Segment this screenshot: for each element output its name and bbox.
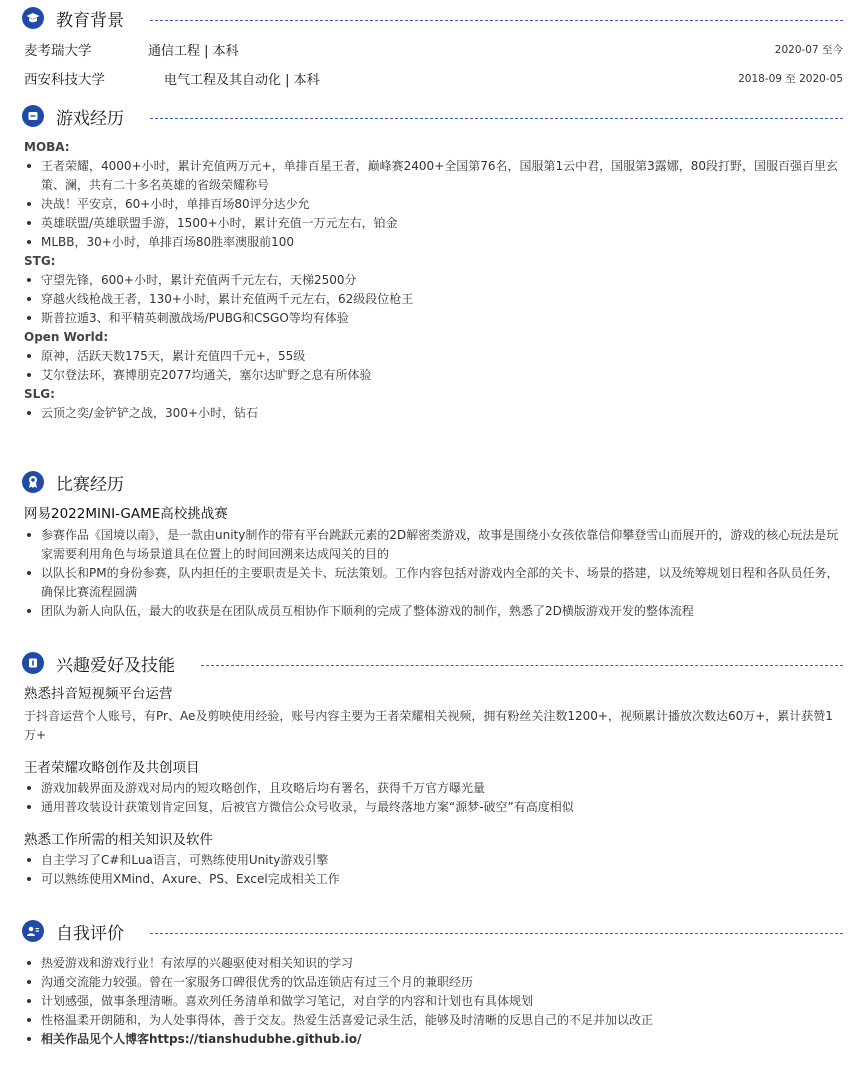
section-title: 自我评价: [56, 923, 124, 944]
list-item: 王者荣耀，4000+小时，累计充值两万元+，单排百星王者，巅峰赛2400+全国第76名，国服第1云中君，国服第3露娜，80段打野，国服百强百里玄策、澜，共有二十多名英雄的省级荣耀称号: [24, 157, 843, 195]
list-item: 斯普拉遁3、和平精英刺激战场/PUBG和CSGO等均有体验: [24, 309, 843, 328]
edu-date: 2018-09 至 2020-05: [738, 73, 843, 85]
list-item: 沟通交流能力较强。曾在一家服务口碑很优秀的饮品连锁店有过三个月的兼职经历: [24, 973, 843, 992]
slg-list: [24, 404, 843, 423]
hobby-list: [24, 851, 843, 889]
list-item: 游戏加载界面及游戏对局内的短攻略创作，且攻略后均有署名，获得千万官方曝光量: [24, 779, 843, 798]
list-item: 守望先锋，600+小时，累计充值两千元左右，天梯2500分: [24, 271, 843, 290]
category-label: MOBA:: [24, 140, 70, 154]
section-hobbies-header: [22, 651, 843, 675]
list-item: 性格温柔开朗随和，为人处事得体，善于交友。热爱生活喜爱记录生活，能够及时清晰的反思自己的不足并加以改正: [24, 1011, 843, 1030]
edu-major: 通信工程 | 本科: [148, 44, 239, 59]
list-item: 热爱游戏和游戏行业！有浓厚的兴趣驱使对相关知识的学习: [24, 954, 843, 973]
section-title: 比赛经历: [56, 474, 124, 495]
section-divider: [150, 118, 843, 119]
self-eval-block: [24, 954, 843, 1049]
section-divider: [150, 933, 843, 934]
hobby-title: 熟悉工作所需的相关知识及软件: [24, 832, 213, 848]
list-item: MLBB，30+小时，单排百场80胜率澳服前100: [24, 233, 843, 252]
hobby-paragraph: 于抖音运营个人账号，有Pr、Ae及剪映使用经验，账号内容主要为王者荣耀相关视频，拥有粉丝关注数1200+，视频累计播放次数达60万+，累计获赞1万+: [24, 709, 833, 742]
games-list: [24, 138, 843, 423]
hobby-list: [24, 779, 843, 817]
hobbies-block: [24, 685, 843, 889]
list-item: 艾尔登法环，赛博朋克2077均通关，塞尔达旷野之息有所体验: [24, 366, 843, 385]
moba-list: [24, 157, 843, 252]
list-item: 决战！平安京，60+小时，单排百场80评分达少允: [24, 195, 843, 214]
edu-major: 电气工程及其自动化 | 本科: [164, 73, 320, 88]
award-ribbon-icon: [22, 471, 44, 493]
competition-title: 网易2022MINI-GAME高校挑战赛: [24, 506, 228, 522]
list-item: 原神，活跃天数175天，累计充值四千元+，55级: [24, 347, 843, 366]
section-divider: [150, 20, 843, 21]
competition-block: [24, 505, 843, 621]
section-games-header: [22, 104, 843, 128]
gamepad-icon: [22, 105, 44, 127]
list-item: 云顶之奕/金铲铲之战，300+小时，钻石: [24, 404, 843, 423]
competition-list: [24, 526, 843, 621]
list-item: 可以熟练使用XMind、Axure、PS、Excel完成相关工作: [24, 870, 843, 889]
list-item: 以队长和PM的身份参赛，队内担任的主要职责是关卡、玩法策划。工作内容包括对游戏内全部的关卡、场景的搭建，以及统筹规划日程和各队员任务，确保比赛流程圆满: [24, 564, 843, 602]
graduation-cap-icon: [22, 7, 44, 29]
section-competition-header: [22, 470, 843, 494]
self-eval-list: [24, 954, 843, 1049]
section-title: 教育背景: [56, 10, 124, 31]
edu-date: 2020-07 至今: [774, 44, 843, 56]
section-divider: [201, 665, 843, 666]
list-item: 英雄联盟/英雄联盟手游，1500+小时，累计充值一万元左右，铂金: [24, 214, 843, 233]
section-title: 兴趣爱好及技能: [56, 655, 175, 676]
list-item: 团队为新人向队伍，最大的收获是在团队成员互相协作下顺利的完成了整体游戏的制作，熟悉了2D横版游戏开发的整体流程: [24, 602, 843, 621]
category-label: SLG:: [24, 387, 55, 401]
edu-school: 西安科技大学: [24, 72, 105, 88]
section-title: 游戏经历: [56, 108, 124, 129]
list-item: 自主学习了C#和Lua语言，可熟练使用Unity游戏引擎: [24, 851, 843, 870]
list-item: 计划感强，做事条理清晰。喜欢列任务清单和做学习笔记，对自学的内容和计划也有具体规划: [24, 992, 843, 1011]
category-label: STG:: [24, 254, 56, 268]
edu-school: 麦考瑞大学: [24, 43, 92, 59]
list-item: 穿越火线枪战王者，130+小时，累计充值两千元左右，62级段位枪王: [24, 290, 843, 309]
list-item: 参赛作品《国境以南》，是一款由unity制作的带有平台跳跃元素的2D解密类游戏，故事是围绕小女孩依靠信仰攀登雪山而展开的，游戏的核心玩法是玩家需要利用角色与场景道具在位置上的时间回溯来达成闯关的目的: [24, 526, 843, 564]
hobby-title: 熟悉抖音短视频平台运营: [24, 686, 173, 702]
section-self-eval-header: [22, 919, 843, 943]
hobby-title: 王者荣耀攻略创作及共创项目: [24, 760, 200, 776]
category-label: Open World:: [24, 330, 109, 344]
list-item: 通用普攻装设计获策划肯定回复，后被官方微信公众号收录，与最终落地方案“源梦-破空”有高度相似: [24, 798, 843, 817]
book-icon: [22, 652, 44, 674]
section-education-header: [22, 6, 843, 30]
blog-link[interactable]: 相关作品见个人博客https://tianshudubhe.github.io/: [24, 1030, 843, 1049]
stg-list: [24, 271, 843, 328]
open-world-list: [24, 347, 843, 385]
person-card-icon: [22, 920, 44, 942]
